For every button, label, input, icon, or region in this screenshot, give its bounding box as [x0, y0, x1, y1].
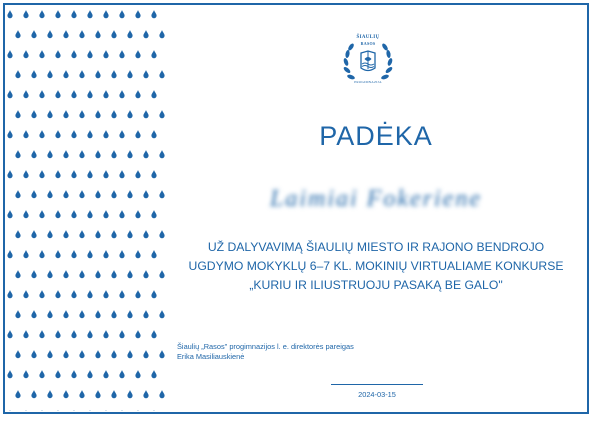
water-drop-icon	[47, 190, 52, 198]
water-drop-icon	[15, 390, 20, 398]
water-drop-icon	[103, 290, 108, 298]
water-drop-icon	[31, 110, 36, 118]
water-drop-icon	[15, 30, 20, 38]
water-drop-icon	[55, 10, 60, 18]
water-drop-icon	[103, 170, 108, 178]
water-drop-icon	[151, 130, 156, 138]
water-drop-icon	[23, 210, 28, 218]
water-drop-icon	[103, 10, 108, 18]
water-drop-icon	[31, 350, 36, 358]
recipient-name: Laimiai Fokeriene	[270, 186, 482, 212]
water-drop-icon	[4, 390, 5, 398]
water-drop-icon	[7, 210, 12, 218]
water-drop-icon	[39, 290, 44, 298]
water-drop-icon	[87, 330, 92, 338]
water-drop-icon	[39, 370, 44, 378]
water-drop-icon	[55, 210, 60, 218]
water-drop-icon	[31, 30, 36, 38]
water-drop-icon	[31, 70, 36, 78]
certificate-title: PADĖKA	[319, 121, 433, 151]
water-drop-icon	[119, 130, 124, 138]
water-drop-icon	[31, 230, 36, 238]
water-drop-icon	[23, 290, 28, 298]
water-drop-icon	[15, 350, 20, 358]
water-drop-icon	[143, 270, 148, 278]
water-drop-icon	[151, 330, 156, 338]
water-drop-icon	[79, 70, 84, 78]
water-drop-icon	[95, 350, 100, 358]
water-drop-icon	[55, 410, 60, 411]
signatory-name: Erika Masiliauskienė	[177, 352, 245, 361]
water-drop-icon	[79, 350, 84, 358]
water-drop-icon	[39, 50, 44, 58]
water-drop-icon	[135, 10, 140, 18]
water-drop-icon	[71, 50, 76, 58]
water-drop-icon	[143, 30, 148, 38]
water-drop-icon	[71, 330, 76, 338]
certificate-body	[165, 238, 587, 295]
water-drop-icon	[55, 90, 60, 98]
water-drop-icon	[47, 310, 52, 318]
water-drop-icon	[55, 330, 60, 338]
water-drop-icon	[31, 150, 36, 158]
water-drop-icon	[63, 270, 68, 278]
water-drop-icon	[111, 390, 116, 398]
water-drop-icon	[7, 250, 12, 258]
water-drop-icon	[143, 350, 148, 358]
water-drop-icon	[7, 330, 12, 338]
water-drop-icon	[63, 310, 68, 318]
water-drop-icon	[87, 210, 92, 218]
water-drop-icon	[15, 150, 20, 158]
body-line-3: „KURIU IR ILIUSTRUOJU PASAKĄ BE GALO"	[249, 278, 503, 292]
water-drop-icon	[135, 370, 140, 378]
water-drop-icon	[119, 210, 124, 218]
water-drop-icon	[95, 270, 100, 278]
water-drop-icon	[111, 150, 116, 158]
water-drop-icon	[47, 270, 52, 278]
water-drop-icon	[87, 370, 92, 378]
water-drop-icon	[39, 210, 44, 218]
water-drop-icon	[95, 390, 100, 398]
water-drop-icon	[151, 250, 156, 258]
certificate-content	[165, 4, 587, 411]
water-drop-icon	[71, 130, 76, 138]
water-drop-icon	[87, 90, 92, 98]
water-drop-icon	[79, 230, 84, 238]
water-drop-icon	[79, 30, 84, 38]
water-drop-icon	[15, 70, 20, 78]
water-drop-icon	[135, 250, 140, 258]
water-drop-icon	[87, 130, 92, 138]
water-drop-icon	[39, 250, 44, 258]
water-drop-icon	[4, 30, 5, 38]
water-drop-icon	[159, 190, 164, 198]
water-drop-icon	[135, 170, 140, 178]
water-drop-icon	[4, 190, 5, 198]
water-drop-icon	[119, 170, 124, 178]
water-drop-icon	[143, 390, 148, 398]
water-drop-icon	[151, 410, 156, 411]
water-drop-icon	[47, 150, 52, 158]
water-drop-icon	[55, 130, 60, 138]
logo-school-type: PROGIMNAZIJA	[354, 80, 382, 84]
water-drop-icon	[95, 310, 100, 318]
water-drop-icon	[151, 90, 156, 98]
water-drop-icon	[127, 150, 132, 158]
water-drop-icon	[95, 110, 100, 118]
water-drop-icon	[151, 210, 156, 218]
water-drop-icon	[103, 370, 108, 378]
water-drop-icon	[15, 230, 20, 238]
water-drop-icon	[135, 290, 140, 298]
water-drop-icon	[39, 90, 44, 98]
water-drop-icon	[71, 90, 76, 98]
water-drop-icon	[119, 50, 124, 58]
water-drop-icon	[31, 390, 36, 398]
water-drop-icon	[39, 330, 44, 338]
water-drop-icon	[143, 70, 148, 78]
water-drop-icon	[7, 290, 12, 298]
water-drop-icon	[63, 390, 68, 398]
water-drop-icon	[23, 50, 28, 58]
water-drop-icon	[87, 290, 92, 298]
water-drop-icon	[159, 230, 164, 238]
water-drop-icon	[127, 70, 132, 78]
water-drop-icon	[79, 390, 84, 398]
water-drop-icon	[135, 50, 140, 58]
water-drop-icon	[4, 70, 5, 78]
water-drop-icon	[7, 130, 12, 138]
water-drop-icon	[7, 50, 12, 58]
water-drop-icon	[79, 110, 84, 118]
water-drop-icon	[15, 110, 20, 118]
water-drop-icon	[87, 50, 92, 58]
water-drop-icon	[71, 370, 76, 378]
water-drop-icon	[143, 310, 148, 318]
water-drop-icon	[15, 310, 20, 318]
water-drop-icon	[95, 230, 100, 238]
water-drop-icon	[23, 130, 28, 138]
water-drop-icon	[119, 290, 124, 298]
water-drop-icon	[87, 410, 92, 411]
water-drop-icon	[47, 350, 52, 358]
water-drop-icon	[71, 10, 76, 18]
water-drop-icon	[151, 10, 156, 18]
water-drop-icon	[119, 370, 124, 378]
water-drop-icon	[47, 110, 52, 118]
water-drop-icon	[39, 130, 44, 138]
certificate-date: 2024-03-15	[358, 390, 396, 399]
water-drop-icon	[71, 170, 76, 178]
water-drop-icon	[111, 270, 116, 278]
water-drop-icon	[31, 310, 36, 318]
water-drop-icon	[7, 10, 12, 18]
water-drop-icon	[71, 250, 76, 258]
water-drop-icon	[151, 370, 156, 378]
water-drop-icon	[71, 210, 76, 218]
water-drop-icon	[95, 150, 100, 158]
water-drop-icon	[23, 170, 28, 178]
water-drop-icon	[127, 230, 132, 238]
water-drop-icon	[55, 50, 60, 58]
water-drop-icon	[127, 270, 132, 278]
water-drop-icon	[63, 30, 68, 38]
water-drop-icon	[87, 170, 92, 178]
water-drop-icon	[23, 90, 28, 98]
body-line-1: UŽ DALYVAVIMĄ ŠIAULIŲ MIESTO IR RAJONO BENDROJO	[207, 240, 545, 254]
water-drop-icon	[127, 350, 132, 358]
water-drop-icon	[159, 270, 164, 278]
water-drop-icon	[4, 230, 5, 238]
water-drop-icon	[31, 270, 36, 278]
water-drop-icon	[143, 190, 148, 198]
water-drop-icon	[47, 230, 52, 238]
water-drop-icon	[143, 110, 148, 118]
water-drop-icon	[119, 250, 124, 258]
water-drop-icon	[95, 70, 100, 78]
water-drop-icon	[135, 210, 140, 218]
water-drop-icon	[159, 110, 164, 118]
water-drop-icon	[111, 310, 116, 318]
water-drop-icon	[4, 150, 5, 158]
water-drop-icon	[79, 310, 84, 318]
water-drop-icon	[119, 90, 124, 98]
water-drop-icon	[23, 370, 28, 378]
water-drop-icon	[103, 50, 108, 58]
water-drop-icon	[39, 170, 44, 178]
water-drop-icon	[111, 30, 116, 38]
water-drop-icon	[151, 50, 156, 58]
water-drop-icon	[159, 150, 164, 158]
water-drop-icon	[151, 170, 156, 178]
water-drop-icon	[4, 110, 5, 118]
water-drop-icon	[63, 190, 68, 198]
water-drop-icon	[55, 370, 60, 378]
water-drop-icon	[159, 70, 164, 78]
water-drop-icon	[4, 350, 5, 358]
water-drop-icon	[127, 30, 132, 38]
water-drop-icon	[15, 270, 20, 278]
water-drop-icon	[135, 410, 140, 411]
body-line-2: UGDYMO MOKYKLŲ 6–7 KL. MOKINIŲ VIRTUALIAME KONKURSE	[188, 259, 564, 273]
water-drop-icon	[111, 350, 116, 358]
water-drop-icon	[79, 190, 84, 198]
water-drop-icon	[103, 90, 108, 98]
water-drop-icon	[103, 210, 108, 218]
signatory-title: Šiaulių „Rasos" progimnazijos l. e. direktorės pareigas	[177, 342, 354, 351]
water-drop-icon	[7, 170, 12, 178]
water-drop-icon	[103, 330, 108, 338]
water-drop-icon	[71, 410, 76, 411]
water-drop-icon	[7, 90, 12, 98]
water-drop-icon	[47, 70, 52, 78]
water-drop-icon	[103, 410, 108, 411]
water-drop-icon	[71, 290, 76, 298]
water-drop-icon	[119, 410, 124, 411]
water-drop-icon	[127, 110, 132, 118]
book-and-waves-emblem-icon	[361, 51, 375, 71]
water-drop-icon	[15, 190, 20, 198]
date-divider	[331, 384, 423, 385]
water-drop-icon	[135, 90, 140, 98]
water-drop-icon	[31, 190, 36, 198]
water-drop-icon	[55, 170, 60, 178]
water-drop-icon	[23, 330, 28, 338]
water-drop-icon	[7, 410, 12, 411]
water-drop-icon	[7, 370, 12, 378]
water-drop-icon	[127, 190, 132, 198]
water-drop-icon	[87, 250, 92, 258]
signatory-block	[177, 342, 477, 362]
water-drop-icon	[95, 190, 100, 198]
water-drop-icon	[143, 230, 148, 238]
water-drop-icon	[63, 70, 68, 78]
water-drop-icon	[103, 130, 108, 138]
water-drop-icon	[159, 390, 164, 398]
water-drop-icon	[111, 230, 116, 238]
water-drop-icon	[135, 330, 140, 338]
water-drop-icon	[79, 150, 84, 158]
water-drop-icon	[63, 230, 68, 238]
water-drop-icon	[151, 290, 156, 298]
water-drop-icon	[55, 290, 60, 298]
water-drop-pattern	[4, 4, 165, 411]
logo-school-name: ŠIAULIŲ RASOS	[356, 35, 380, 46]
water-drop-icon	[127, 310, 132, 318]
water-drop-icon	[47, 30, 52, 38]
water-drop-icon	[119, 330, 124, 338]
water-drop-icon	[23, 410, 28, 411]
water-drop-icon	[159, 310, 164, 318]
water-drop-icon	[4, 270, 5, 278]
water-drop-icon	[111, 70, 116, 78]
water-drop-icon	[63, 350, 68, 358]
water-drop-icon	[63, 110, 68, 118]
water-drop-icon	[111, 110, 116, 118]
water-drop-icon	[143, 150, 148, 158]
water-drop-icon	[39, 10, 44, 18]
water-drop-icon	[23, 250, 28, 258]
water-drop-icon	[103, 250, 108, 258]
water-drop-icon	[63, 150, 68, 158]
water-drop-icon	[111, 190, 116, 198]
water-drop-icon	[55, 250, 60, 258]
water-drop-icon	[119, 10, 124, 18]
water-drop-icon	[23, 10, 28, 18]
water-drop-icon	[95, 30, 100, 38]
water-drop-icon	[135, 130, 140, 138]
water-drop-icon	[39, 410, 44, 411]
water-drop-icon	[127, 390, 132, 398]
water-drop-icon	[159, 350, 164, 358]
school-logo	[336, 28, 400, 92]
water-drop-icon	[47, 390, 52, 398]
water-drop-icon	[4, 310, 5, 318]
water-drop-icon	[159, 30, 164, 38]
water-drop-icon	[79, 270, 84, 278]
water-drop-icon	[87, 10, 92, 18]
